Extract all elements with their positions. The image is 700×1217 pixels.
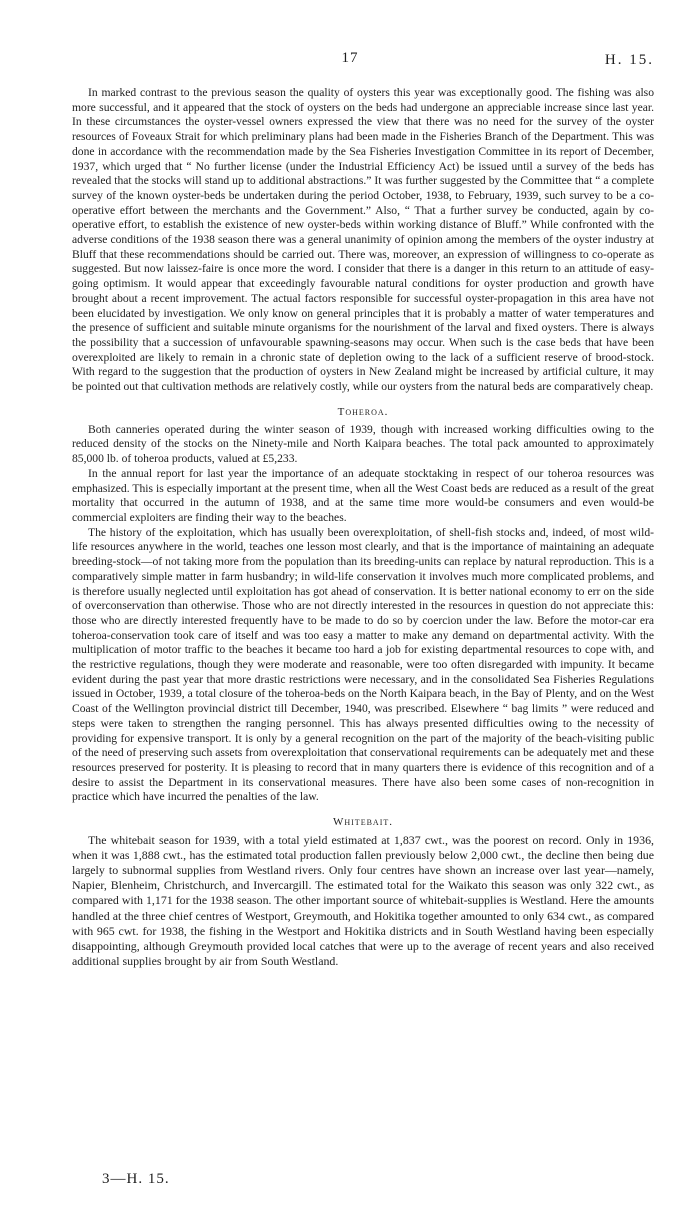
section-heading-whitebait: Whitebait.: [332, 816, 393, 829]
page-number: 17: [341, 50, 359, 66]
oysters-section: [72, 86, 654, 395]
section-heading-toheroa: Toheroa.: [337, 405, 389, 418]
paragraph: In marked contrast to the previous season the quality of oysters this year was exceptionally good. The fishing was also more successful, and it appeared that the stock of oysters on the beds had undergone an appreciable increase since last year. In these circumstances the oyster-vessel owners expressed the view that there was no need for the survey of the oyster resources of Foveaux Strait for which preliminary plans had been made in the Fisheries Branch of the Department. This was done in accordance with the recommendation made by the Sea Fisheries Investigation Committee in its report of December, 1937, which urged that “ No further license (under the Industrial Efficiency Act) be issued until a survey of the beds has revealed that the stocks will stand up to additional abstractions.” It was further suggested by the Committee that “ a complete survey of the known oyster-beds be undertaken during the period October, 1938, to February, 1939, such survey to be a co-operative effort between the merchants and the Government.” Also, “ That a further survey be conducted, again by co-operative effort, to establish the existence of new oyster-beds within working distance of Bluff.” While confronted with the adverse conditions of the 1938 season there was a general unanimity of opinion among the members of the oyster industry at Bluff that these recommendations should be carried out. There was, moreover, an expression of willingness to co-operate as suggested. But now laissez-faire is once more the word. I consider that there is a danger in this return to an attitude of easy-going optimism. It would appear that exceedingly favourable natural conditions for oyster production and growth have brought about a recent improvement. The actual factors responsible for successful oyster-propagation in this area have not been elucidated by investigation. We only know on general principles that it is probably a matter of water temperatures and the presence of sufficient and suitable minute organisms for the nourishment of the larval and fixed oysters. There is always the possibility that a succession of unfavourable spawning-seasons may occur. When such is the case beds that have been overexploited are likely to remain in a chronic state of depletion owing to the lack of a sufficient reserve of brood-stock. With regard to the suggestion that the production of oysters in New Zealand might be increased by artificial culture, it may be pointed out that cultivation methods are relatively costly, while our oysters from the natural beds are comparatively cheap.: [72, 86, 654, 394]
signature-mark: 3—H. 15.: [102, 1171, 170, 1187]
toheroa-section: [72, 406, 654, 805]
paragraph: The whitebait season for 1939, with a total yield estimated at 1,837 cwt., was the poorest on record. Only in 1936, when it was 1,888 cwt., has the estimated total production fallen previously below 2,000 cwt., the decline then being due largely to subnormal supplies from Westland rivers. Only four centres have shown an increase over last year—namely, Napier, Blenheim, Christchurch, and Invercargill. The estimated total for the Waikato this season was only 322 cwt., as compared with 1,171 for the 1938 season. The other important source of whitebait-supplies is Westland. Here the amounts handled at the three chief centres of Westport, Greymouth, and Hokitika together amounted to only 634 cwt., as compared with 965 cwt. for 1938, the fishing in the Westport and Hokitika districts and in South Westland having been especially disappointing, although Greymouth provided local catches that were up to the average of recent years and also received additional supplies brought by air from South Westland.: [72, 833, 654, 968]
paragraph: Both canneries operated during the winter season of 1939, though with increased working difficulties owing to the reduced density of the stocks on the Ninety-mile and North Kaipara beaches. The total pack amounted to approximately 85,000 lb. of toheroa products, valued at £5,233.: [72, 422, 654, 466]
paragraph: In the annual report for last year the importance of an adequate stocktaking in respect of our toheroa resources was emphasized. This is especially important at the present time, when all the West Coast beds are reduced as a result of the great mortality that occurred in the autumn of 1938, and at the same time more would-be consumers and even would-be commercial exploiters are finding their way to the beaches.: [72, 466, 654, 524]
paragraph: The history of the exploitation, which has usually been overexploitation, of shell-fish stocks and, indeed, of most wild-life resources anywhere in the world, teaches one lesson most clearly, and that is the importance of maintaining an adequate breeding-stock—of not taking more from the population than its breeding-units can replace by natural reproduction. This is a comparatively simple matter in farm husbandry; in wild-life conservation it involves much more complicated problems, and is therefore usually neglected until exploitation has got ahead of conservation. It is better national economy to err on the side of overconservation than otherwise. Those who are not directly interested in the resources in question do not appreciate this: those who are directly interested frequently have to be made to do so by coercion under the law. Before the motor-car era toheroa-conservation took care of itself and was too easy a matter to make any demand on departmental activity. With the multiplication of motor traffic to the beaches it became too hard a job for existing departmental resources to cope with, and the restrictive regulations, though they were moderate and reasonable, were too often disregarded with impunity. It became evident during the past year that more drastic restrictions were necessary, and in the consolidated Sea Fisheries Regulations issued in October, 1939, a total closure of the toheroa-beds on the North Kaipara beach, in the Bay of Plenty, and on the West Coast of the Wellington provincial district till December, 1940, was prescribed. Elsewhere “ bag limits ” were reduced and steps were taken to strengthen the ranging personnel. This has always presented difficulties owing to the necessity of providing for expensive transport. It is only by a general recognition on the part of the majority of the beach-visiting public of the need of preserving such assets from overexploitation that conservational requirements can be adequately met and these resources preserved for posterity. It is pleasing to record that in many quarters there is evidence of this recognition and of a desire to assist the Department in its conservational measures. There have also been some cases of non-recognition in practice which have incurred the penalties of the law.: [72, 525, 654, 804]
document-reference: H. 15.: [604, 52, 654, 68]
body-text: [72, 86, 654, 969]
whitebait-section: [72, 816, 654, 969]
